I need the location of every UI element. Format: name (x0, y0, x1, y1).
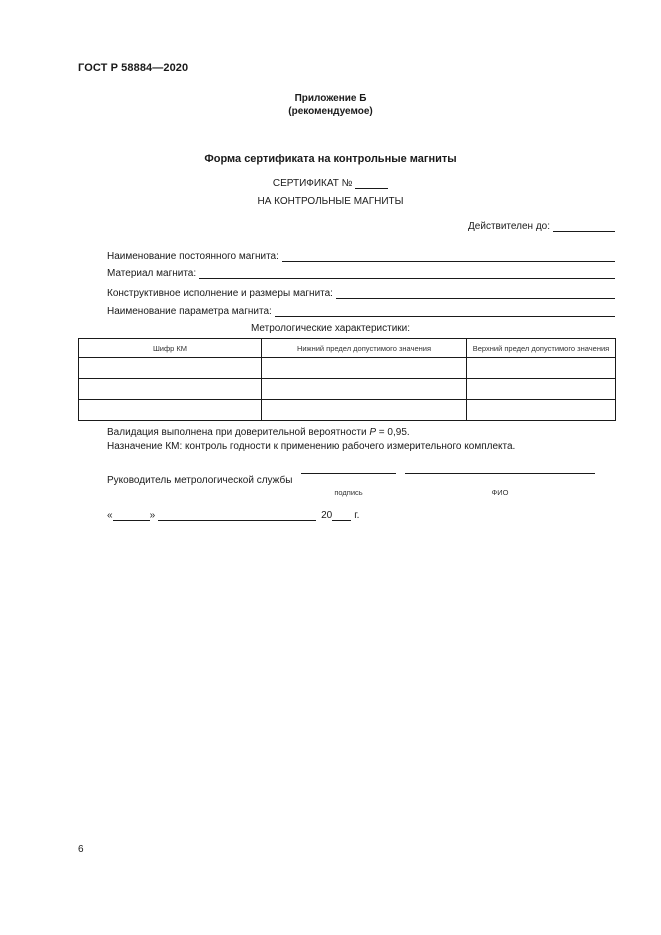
signatory-title: Руководитель метрологической службы (107, 475, 293, 486)
field-blank (275, 306, 615, 317)
table-cell (262, 400, 467, 421)
valid-until-label: Действителен до: (468, 221, 550, 232)
table-cell (79, 400, 262, 421)
field-label: Наименование постоянного магнита: (107, 251, 279, 262)
table-cell (262, 358, 467, 379)
column-header-lower-limit: Нижний предел допустимого значения (262, 339, 467, 358)
field-blank (199, 268, 615, 279)
name-caption: ФИО (491, 488, 509, 497)
year-prefix: 20 (321, 510, 333, 521)
field-label: Конструктивное исполнение и размеры магнита: (107, 288, 333, 299)
field-blank (282, 251, 615, 262)
appendix-subtitle: (рекомендуемое) (288, 106, 373, 117)
certificate-subject: НА КОНТРОЛЬНЫЕ МАГНИТЫ (257, 196, 404, 207)
field-label: Наименование параметра магнита: (107, 306, 272, 317)
standard-number: ГОСТ Р 58884—2020 (78, 62, 189, 74)
valid-until-line (468, 221, 615, 232)
appendix-title: Приложение Б (294, 93, 367, 104)
table-cell (467, 400, 616, 421)
date-open-quote: « (107, 510, 113, 521)
table-cell (79, 379, 262, 400)
date-line (107, 510, 359, 521)
table-row (79, 358, 616, 379)
field-magnet-material (107, 268, 615, 279)
table-header-row (79, 339, 616, 358)
field-label: Материал магнита: (107, 268, 197, 279)
validation-variable: P (369, 427, 377, 438)
form-title: Форма сертификата на контрольные магниты (204, 153, 457, 165)
field-magnet-parameter (107, 306, 615, 317)
table-cell (467, 379, 616, 400)
table-row (79, 400, 616, 421)
table-cell (262, 379, 467, 400)
metrology-heading: Метрологические характеристики: (250, 323, 411, 334)
field-blank (336, 288, 615, 299)
certificate-label: СЕРТИФИКАТ № (272, 178, 353, 189)
appendix-heading (0, 92, 661, 118)
validation-text: Валидация выполнена при доверительной вероятности (107, 427, 367, 438)
day-blank (113, 510, 150, 521)
column-header-upper-limit: Верхний предел допустимого значения (467, 339, 616, 358)
certificate-number-blank (355, 178, 388, 189)
field-magnet-design (107, 288, 615, 299)
metrology-table (78, 338, 616, 421)
certificate-number-line (0, 178, 661, 189)
name-blank (405, 473, 595, 474)
page-number: 6 (78, 844, 84, 855)
signature-blank (301, 473, 396, 474)
purpose-note: Назначение КМ: контроль годности к применению рабочего измерительного комплекта. (107, 441, 516, 452)
year-blank (332, 510, 351, 521)
valid-until-blank (553, 221, 615, 232)
month-blank (158, 510, 316, 521)
table-cell (79, 358, 262, 379)
table-cell (467, 358, 616, 379)
signature-caption: подпись (334, 488, 363, 497)
year-suffix: г. (354, 510, 360, 521)
validation-value: = 0,95. (376, 427, 410, 438)
table-row (79, 379, 616, 400)
validation-note (107, 427, 410, 438)
date-close-quote: » (149, 510, 156, 521)
field-magnet-name (107, 251, 615, 262)
column-header-code: Шифр КМ (79, 339, 262, 358)
